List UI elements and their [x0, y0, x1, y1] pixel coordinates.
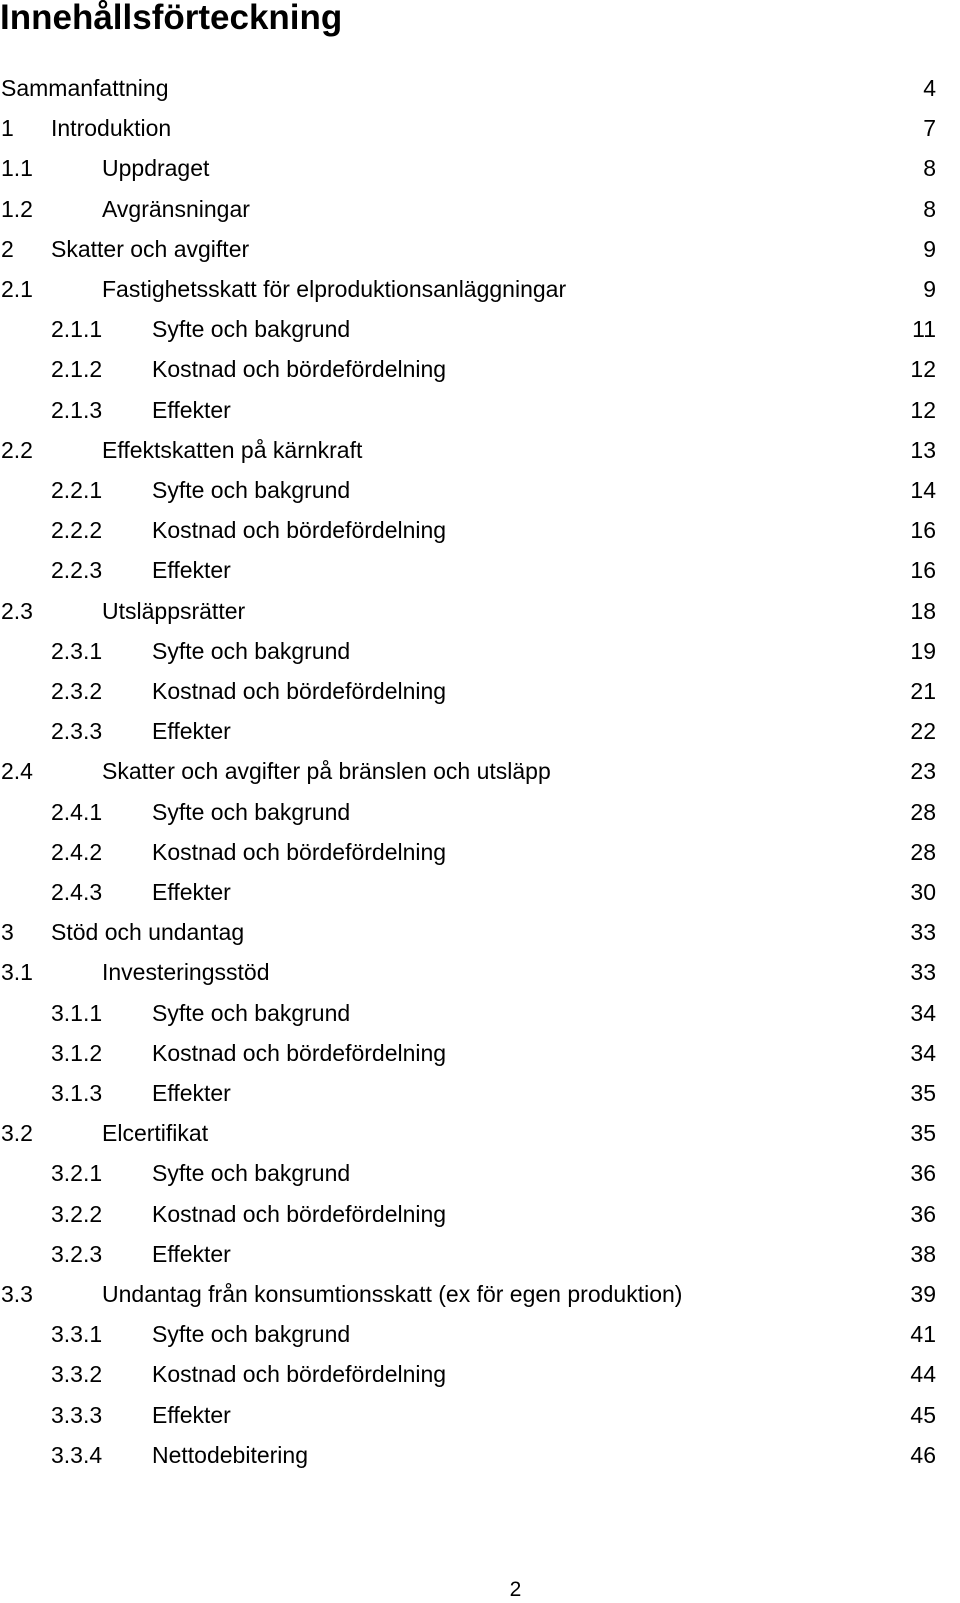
toc-entry-number: 3.1.1: [51, 999, 103, 1026]
toc-entry-number: 3.3.1: [51, 1321, 103, 1348]
toc-entry-page: 34: [910, 1039, 936, 1066]
toc-entry-title: Effekter: [152, 879, 231, 905]
toc-entry-number: 2.2: [1, 436, 33, 463]
toc-entry-title: Kostnad och bördefördelning: [152, 838, 447, 865]
toc-entry-title: Kostnad och bördefördelning: [152, 356, 447, 383]
toc-entry-title: Kostnad och bördefördelning: [152, 1039, 447, 1066]
toc-entry-page: 16: [910, 517, 936, 544]
toc-entry-title: Syfte och bakgrund: [152, 477, 351, 503]
toc-entry-page: 44: [910, 1361, 936, 1388]
toc-entry-number: 2.3.2: [51, 678, 103, 704]
toc-entry-title: Syfte och bakgrund: [152, 1321, 351, 1348]
toc-entry[interactable]: [0, 1073, 960, 1113]
toc-entry[interactable]: [0, 1234, 960, 1274]
toc-entry-title: Skatter och avgifter på bränslen och utsläpp: [102, 758, 551, 785]
toc-entry-title: Effekter: [152, 1080, 231, 1106]
page-number: 2: [509, 1578, 522, 1601]
toc-entry-title: Stöd och undantag: [51, 919, 245, 946]
toc-entry-title: Kostnad och bördefördelning: [152, 1361, 447, 1388]
toc-entry-number: 1.2: [1, 195, 33, 222]
toc-entry[interactable]: [0, 1274, 960, 1314]
toc-entry-title: Nettodebitering: [152, 1441, 308, 1468]
toc-entry-page: 36: [910, 1200, 936, 1227]
toc-entry-title: Introduktion: [51, 115, 172, 142]
toc-entry-page: 35: [910, 1080, 936, 1106]
toc-entry-title: Kostnad och bördefördelning: [152, 1200, 447, 1227]
toc-entry[interactable]: [0, 952, 960, 992]
toc-entry[interactable]: [0, 550, 960, 590]
toc-entry[interactable]: [0, 631, 960, 671]
toc-entry-number: 2.4.3: [51, 879, 103, 905]
toc-entry-number: 2.1.1: [51, 316, 103, 343]
toc-entry-number: 2.1.3: [51, 396, 103, 423]
toc-entry-title: Avgränsningar: [102, 195, 250, 222]
toc-entry-title: Effekter: [152, 1240, 231, 1267]
toc-entry-page: 23: [910, 758, 936, 785]
toc-entry-page: 9: [923, 235, 936, 262]
toc-entry-title: Elcertifikat: [102, 1120, 209, 1147]
toc-entry-page: 30: [910, 879, 936, 905]
toc-entry-page: 28: [910, 798, 936, 825]
toc-entry-title: Skatter och avgifter: [51, 235, 250, 262]
toc-entry-page: 38: [910, 1240, 936, 1267]
toc-entry[interactable]: [0, 1395, 960, 1435]
toc-entry[interactable]: [0, 671, 960, 711]
toc-entry-page: 28: [910, 838, 936, 865]
toc-entry-number: 2.3.1: [51, 637, 103, 664]
toc-entry-page: 41: [910, 1321, 936, 1348]
toc-entry[interactable]: [0, 470, 960, 510]
toc-entry-number: 2.4.2: [51, 838, 103, 865]
toc-entry-number: 2.4: [1, 758, 33, 785]
toc-entry[interactable]: [0, 148, 960, 188]
toc-entry-page: 22: [910, 718, 936, 745]
toc-entry[interactable]: [0, 189, 960, 229]
toc-entry-number: 3.1: [1, 959, 33, 986]
toc-entry-number: 2.3: [1, 597, 33, 624]
toc-entry-number: 1.1: [1, 155, 33, 182]
toc-entry-number: 2.1: [1, 276, 33, 302]
toc-entry-title: Effekter: [152, 557, 231, 584]
toc-entry-page: 12: [910, 396, 936, 423]
toc-entry-page: 34: [910, 999, 936, 1026]
toc-entry-title: Undantag från konsumtionsskatt (ex för egen produktion): [102, 1281, 683, 1307]
toc-entry[interactable]: [0, 430, 960, 470]
toc-entry-title: Utsläppsrätter: [102, 597, 246, 624]
toc-entry-page: 8: [923, 155, 936, 182]
toc-entry-title: Sammanfattning: [1, 75, 169, 101]
toc-entry-number: 2.2.2: [51, 517, 103, 544]
toc-entry[interactable]: [0, 751, 960, 791]
toc-entry[interactable]: [0, 269, 960, 309]
toc-entry-number: 2.4.1: [51, 798, 103, 825]
toc-entry-number: 3.3.2: [51, 1361, 103, 1388]
toc-entry[interactable]: [0, 1033, 960, 1073]
toc-entry-number: 3.3.3: [51, 1401, 103, 1428]
toc-entry[interactable]: [0, 1435, 960, 1475]
toc-entry-page: 14: [910, 477, 936, 503]
toc-entry-page: 13: [910, 436, 936, 463]
toc-entry-page: 46: [910, 1441, 936, 1468]
toc-entry-title: Syfte och bakgrund: [152, 798, 351, 825]
toc-entry-number: 2.2.3: [51, 557, 103, 584]
toc-entry-number: 1: [1, 115, 14, 142]
toc-entry-title: Investeringsstöd: [102, 959, 270, 986]
toc-entry-title: Syfte och bakgrund: [152, 637, 351, 664]
toc-entry-page: 11: [912, 316, 936, 343]
toc-entry-number: 3.2: [1, 1120, 33, 1147]
toc-entry-page: 45: [910, 1401, 936, 1428]
toc-entry-title: Uppdraget: [102, 155, 210, 182]
toc-entry-title: Effektskatten på kärnkraft: [102, 436, 363, 463]
toc-entry[interactable]: [0, 912, 960, 952]
toc-entry-page: 33: [910, 919, 936, 946]
toc-entry-number: 3.2.2: [51, 1200, 103, 1227]
toc-entry-number: 3.1.2: [51, 1039, 103, 1066]
toc-entry-page: 4: [923, 75, 936, 101]
toc-entry[interactable]: [0, 349, 960, 389]
toc-entry-title: Syfte och bakgrund: [152, 999, 351, 1026]
toc-entry-number: 2.3.3: [51, 718, 103, 745]
toc-entry-page: 18: [910, 597, 936, 624]
toc-entry-page: 33: [910, 959, 936, 986]
toc-entry-page: 35: [910, 1120, 936, 1147]
toc-entry[interactable]: [0, 510, 960, 550]
toc-entry-page: 36: [910, 1160, 936, 1187]
toc-entry-number: 3.1.3: [51, 1080, 103, 1106]
toc-entry-title: Effekter: [152, 1401, 231, 1428]
toc-entry[interactable]: [0, 711, 960, 751]
toc-entry[interactable]: [0, 390, 960, 430]
toc-entry-title: Effekter: [152, 396, 231, 423]
toc-entry-number: 2.2.1: [51, 477, 103, 503]
toc-entry-title: Syfte och bakgrund: [152, 316, 351, 343]
toc-entry-number: 3.3: [1, 1281, 33, 1307]
toc-entry[interactable]: [0, 872, 960, 912]
toc-entry[interactable]: [0, 832, 960, 872]
toc-entry-page: 21: [910, 678, 936, 704]
toc-entry-page: 39: [910, 1281, 936, 1307]
toc-entry-number: 3.3.4: [51, 1441, 103, 1468]
toc-entry-number: 2.1.2: [51, 356, 103, 383]
toc-heading: Innehållsförteckning: [0, 0, 343, 37]
toc-entry[interactable]: [0, 309, 960, 349]
toc-entry-title: Kostnad och bördefördelning: [152, 678, 447, 704]
toc-entry-page: 8: [923, 195, 936, 222]
toc-entry-page: 12: [910, 356, 936, 383]
toc-entry-page: 16: [910, 557, 936, 584]
toc-entry[interactable]: [0, 1314, 960, 1354]
toc-entry[interactable]: [0, 1153, 960, 1193]
toc-entry-number: 3: [1, 919, 14, 946]
toc-entry-title: Kostnad och bördefördelning: [152, 517, 447, 544]
toc-entry-number: 2: [1, 235, 14, 262]
toc-entry[interactable]: [0, 1194, 960, 1234]
toc-entry-page: 19: [910, 637, 936, 664]
toc-entry-title: Syfte och bakgrund: [152, 1160, 351, 1187]
toc-entry[interactable]: [0, 1113, 960, 1153]
toc-entry-title: Effekter: [152, 718, 231, 745]
toc-entry[interactable]: [0, 1354, 960, 1394]
toc-entry[interactable]: [0, 229, 960, 269]
toc-entry[interactable]: [0, 792, 960, 832]
toc-entry[interactable]: [0, 108, 960, 148]
toc-entry[interactable]: [0, 993, 960, 1033]
toc-entry-number: 3.2.3: [51, 1240, 103, 1267]
toc-entry-number: 3.2.1: [51, 1160, 103, 1187]
toc-entry-page: 9: [923, 276, 936, 302]
toc-entry-page: 7: [923, 115, 936, 142]
toc-entry-title: Fastighetsskatt för elproduktionsanläggningar: [102, 276, 567, 302]
toc-entry[interactable]: [0, 68, 960, 108]
toc-entry[interactable]: [0, 591, 960, 631]
